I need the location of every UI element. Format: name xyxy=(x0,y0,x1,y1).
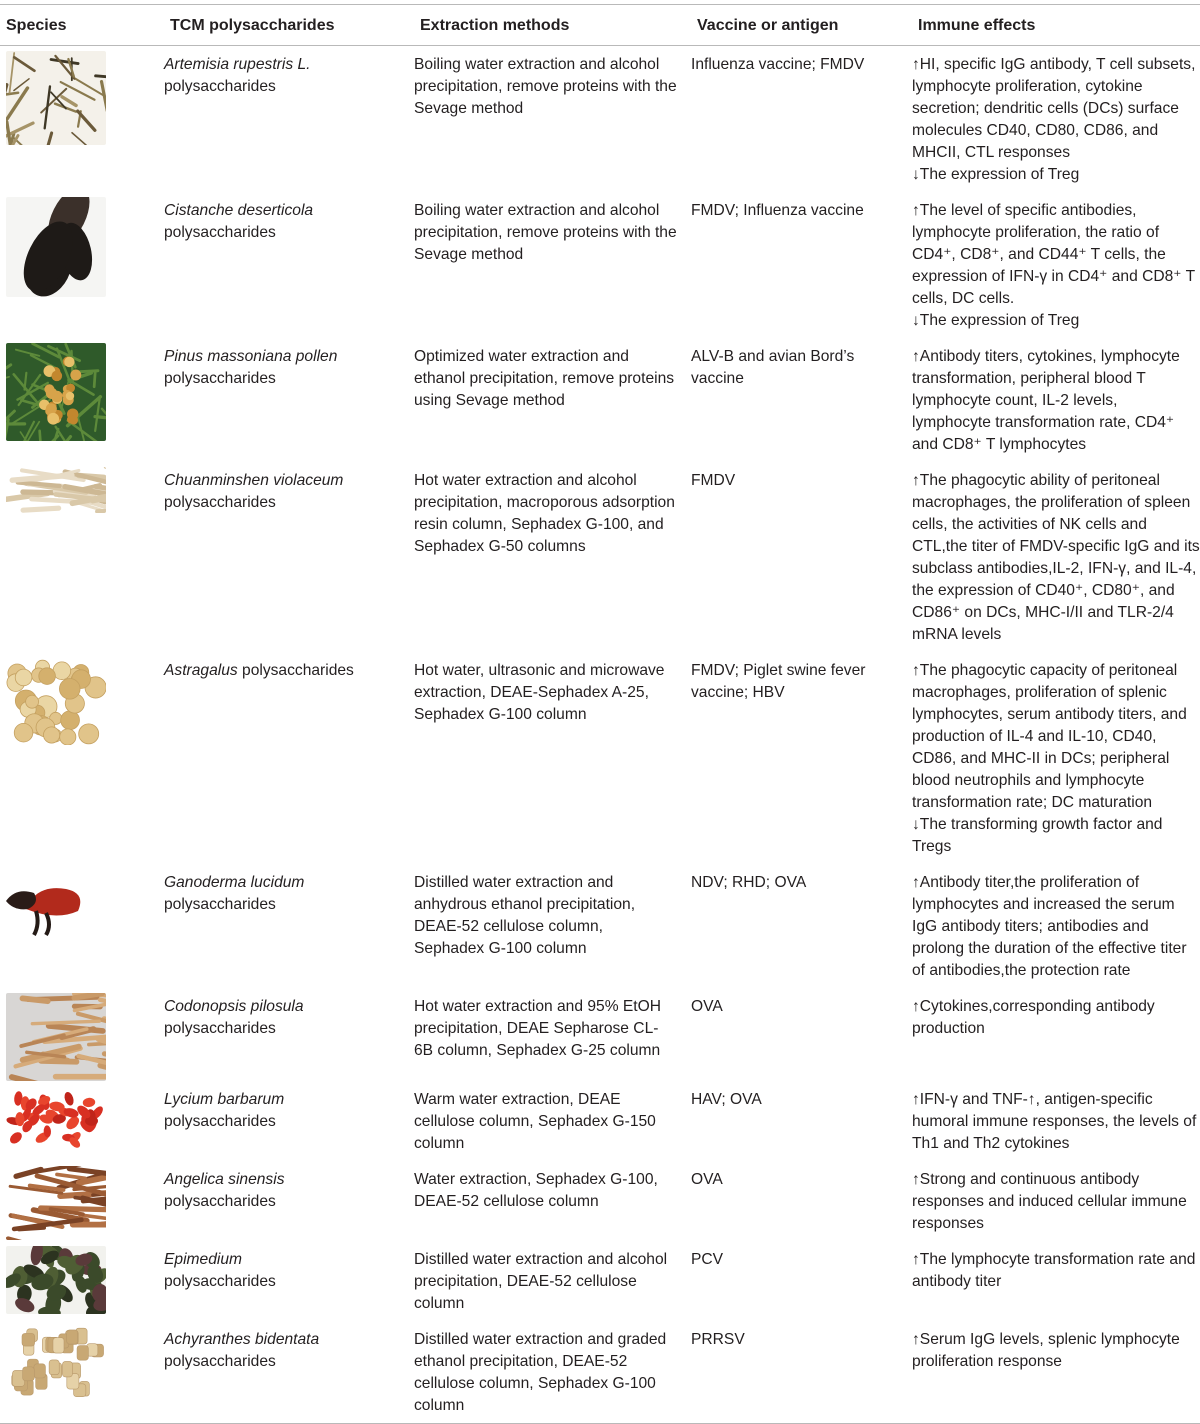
species-cell xyxy=(0,1241,164,1321)
species-latin-name: Chuanminshen violaceum xyxy=(164,472,343,489)
tcm-name-cell xyxy=(164,864,414,988)
tcm-name-cell xyxy=(164,192,414,338)
immune-effects-cell xyxy=(912,1081,1200,1161)
extraction-cell: Warm water extraction, DEAE cellulose column, Sephadex G-150 column xyxy=(414,1081,691,1161)
species-latin-name: Codonopsis pilosula xyxy=(164,998,304,1015)
vaccine-cell: PRRSV xyxy=(691,1321,912,1424)
polysaccharide-label: polysaccharides xyxy=(164,1111,414,1133)
immune-effects-cell xyxy=(912,462,1200,652)
polysaccharide-label: polysaccharides xyxy=(164,368,414,390)
vaccine-cell: FMDV; Piglet swine fever vaccine; HBV xyxy=(691,652,912,864)
epimedium-leaves-image xyxy=(6,1246,106,1314)
immune-effect-line: ↑Antibody titers, cytokines, lymphocyte transformation, peripheral blood T lymphocyte count, IL-2 levels, lymphocyte transformation rate, CD4⁺ and CD8⁺ T lymphocytes xyxy=(912,346,1200,456)
header-extraction: Extraction methods xyxy=(414,5,691,46)
header-vaccine: Vaccine or antigen xyxy=(691,5,912,46)
tcm-name-cell xyxy=(164,462,414,652)
table-row xyxy=(0,652,1200,864)
table-row xyxy=(0,1241,1200,1321)
header-species: Species xyxy=(0,5,164,46)
tcm-name-cell xyxy=(164,338,414,462)
extraction-cell: Distilled water extraction and graded ethanol precipitation, DEAE-52 cellulose column, Sephadex G-100 column xyxy=(414,1321,691,1424)
species-cell xyxy=(0,338,164,462)
immune-effects-cell xyxy=(912,1241,1200,1321)
cistanche-dried-slices-image xyxy=(6,197,106,297)
polysaccharide-label: polysaccharides xyxy=(164,76,414,98)
table-row xyxy=(0,338,1200,462)
immune-effect-line: ↑Strong and continuous antibody responses and induced cellular immune responses xyxy=(912,1169,1200,1235)
polysaccharide-label: polysaccharides xyxy=(164,894,414,916)
species-latin-name: Lycium barbarum xyxy=(164,1091,284,1108)
immune-effects-cell xyxy=(912,1321,1200,1424)
immune-effect-line: ↓The expression of Treg xyxy=(912,164,1200,186)
immune-effects-cell xyxy=(912,652,1200,864)
table-row xyxy=(0,864,1200,988)
species-latin-name: Astragalus xyxy=(164,662,238,679)
tcm-name-cell xyxy=(164,652,414,864)
species-latin-name: Pinus massoniana pollen xyxy=(164,348,337,365)
immune-effects-cell xyxy=(912,46,1200,193)
header-effects: Immune effects xyxy=(912,5,1200,46)
table-row xyxy=(0,988,1200,1081)
immune-effects-cell xyxy=(912,864,1200,988)
species-cell xyxy=(0,1161,164,1241)
vaccine-cell: ALV-B and avian Bord’s vaccine xyxy=(691,338,912,462)
species-cell xyxy=(0,46,164,193)
immune-effect-line: ↑Antibody titer,the proliferation of lymphocytes and increased the serum IgG antibody titers; antibodies and prolong the duration of the effective titer of antibodies,the protection rate xyxy=(912,872,1200,982)
polysaccharide-label: polysaccharides xyxy=(238,662,354,679)
species-latin-name: Angelica sinensis xyxy=(164,1171,285,1188)
species-latin-name: Epimedium xyxy=(164,1251,242,1268)
header-tcm: TCM polysaccharides xyxy=(164,5,414,46)
polysaccharide-label: polysaccharides xyxy=(164,492,414,514)
table-row xyxy=(0,1321,1200,1424)
immune-effects-cell xyxy=(912,988,1200,1081)
tcm-name-cell xyxy=(164,1241,414,1321)
pine-pollen-cones-image xyxy=(6,343,106,441)
vaccine-cell: NDV; RHD; OVA xyxy=(691,864,912,988)
extraction-cell: Hot water extraction and alcohol precipitation, macroporous adsorption resin column, Sephadex G-100, and Sephadex G-50 columns xyxy=(414,462,691,652)
extraction-cell: Optimized water extraction and ethanol precipitation, remove proteins using Sevage method xyxy=(414,338,691,462)
immune-effect-line: ↑The level of specific antibodies, lymphocyte proliferation, the ratio of CD4⁺, CD8⁺, and CD44⁺ T cells, the expression of IFN-γ in CD4⁺ and CD8⁺ T cells, DC cells. xyxy=(912,200,1200,310)
goji-berries-image xyxy=(6,1086,106,1152)
immune-effects-cell xyxy=(912,338,1200,462)
vaccine-cell: OVA xyxy=(691,1161,912,1241)
table-row xyxy=(0,462,1200,652)
immune-effects-cell xyxy=(912,192,1200,338)
ganoderma-mushroom-image xyxy=(6,869,106,937)
tcm-name-cell xyxy=(164,1161,414,1241)
astragalus-root-slices-image xyxy=(6,657,106,745)
species-cell xyxy=(0,192,164,338)
tcm-name-cell xyxy=(164,46,414,193)
species-cell xyxy=(0,462,164,652)
extraction-cell: Boiling water extraction and alcohol precipitation, remove proteins with the Sevage method xyxy=(414,46,691,193)
polysaccharide-label: polysaccharides xyxy=(164,1018,414,1040)
extraction-cell: Hot water extraction and 95% EtOH precipitation, DEAE Sepharose CL-6B column, Sephadex G-25 column xyxy=(414,988,691,1081)
immune-effect-line: ↑IFN-γ and TNF-↑, antigen-specific humoral immune responses, the levels of Th1 and Th2 cytokines xyxy=(912,1089,1200,1155)
immune-effect-line: ↑The phagocytic capacity of peritoneal macrophages, proliferation of splenic lymphocytes, serum antibody titers, and production of IL-4 and IL-10, CD40, CD86, and MHC-II in DCs; peripheral blood neutrophils and lymphocyte transformation rate; DC maturation xyxy=(912,660,1200,814)
immune-effect-line: ↓The transforming growth factor and Tregs xyxy=(912,814,1200,858)
vaccine-cell: Influenza vaccine; FMDV xyxy=(691,46,912,193)
extraction-cell: Distilled water extraction and anhydrous ethanol precipitation, DEAE-52 cellulose column, Sephadex G-100 column xyxy=(414,864,691,988)
vaccine-cell: FMDV xyxy=(691,462,912,652)
artemisia-dried-herb-image xyxy=(6,51,106,145)
immune-effects-cell xyxy=(912,1161,1200,1241)
vaccine-cell: PCV xyxy=(691,1241,912,1321)
species-latin-name: Achyranthes bidentata xyxy=(164,1331,319,1348)
polysaccharide-label: polysaccharides xyxy=(164,1351,414,1373)
header-row xyxy=(0,5,1200,46)
species-latin-name: Ganoderma lucidum xyxy=(164,874,304,891)
table-body xyxy=(0,46,1200,1424)
polysaccharide-label: polysaccharides xyxy=(164,1191,414,1213)
table-row xyxy=(0,192,1200,338)
immune-effect-line: ↑Cytokines,corresponding antibody production xyxy=(912,996,1200,1040)
species-cell xyxy=(0,1081,164,1161)
chuanminshen-roots-image xyxy=(6,467,106,513)
species-latin-name: Artemisia rupestris L. xyxy=(164,56,310,73)
immune-effect-line: ↑HI, specific IgG antibody, T cell subsets, lymphocyte proliferation, cytokine secretion; dendritic cells (DCs) surface molecules CD40, CD80, CD86, and MHCII, CTL responses xyxy=(912,54,1200,164)
extraction-cell: Boiling water extraction and alcohol precipitation, remove proteins with the Sevage method xyxy=(414,192,691,338)
vaccine-cell: OVA xyxy=(691,988,912,1081)
table-row xyxy=(0,1161,1200,1241)
vaccine-cell: FMDV; Influenza vaccine xyxy=(691,192,912,338)
species-latin-name: Cistanche deserticola xyxy=(164,202,313,219)
immune-effect-line: ↑The phagocytic ability of peritoneal macrophages, the proliferation of spleen cells, the activities of NK cells and CTL,the titer of FMDV-specific IgG and its subclass antibodies,IL-2, IFN-γ, and IL-4, the expression of CD40⁺, CD80⁺, and CD86⁺ on DCs, MHC-I/II and TLR-2/4 mRNA levels xyxy=(912,470,1200,646)
table-row xyxy=(0,1081,1200,1161)
species-cell xyxy=(0,864,164,988)
polysaccharide-label: polysaccharides xyxy=(164,1271,414,1293)
extraction-cell: Water extraction, Sephadex G-100, DEAE-52 cellulose column xyxy=(414,1161,691,1241)
immune-effect-line: ↓The expression of Treg xyxy=(912,310,1200,332)
polysaccharide-table xyxy=(0,4,1200,1424)
polysaccharide-label: polysaccharides xyxy=(164,222,414,244)
codonopsis-roots-image xyxy=(6,993,106,1081)
achyranthes-root-pieces-image xyxy=(6,1326,106,1400)
angelica-roots-image xyxy=(6,1166,106,1240)
species-cell xyxy=(0,652,164,864)
species-cell xyxy=(0,988,164,1081)
tcm-name-cell xyxy=(164,1321,414,1424)
extraction-cell: Hot water, ultrasonic and microwave extraction, DEAE-Sephadex A-25, Sephadex G-100 column xyxy=(414,652,691,864)
immune-effect-line: ↑Serum IgG levels, splenic lymphocyte proliferation response xyxy=(912,1329,1200,1373)
tcm-name-cell xyxy=(164,1081,414,1161)
vaccine-cell: HAV; OVA xyxy=(691,1081,912,1161)
immune-effect-line: ↑The lymphocyte transformation rate and antibody titer xyxy=(912,1249,1200,1293)
species-cell xyxy=(0,1321,164,1424)
extraction-cell: Distilled water extraction and alcohol precipitation, DEAE-52 cellulose column xyxy=(414,1241,691,1321)
tcm-name-cell xyxy=(164,988,414,1081)
table-row xyxy=(0,46,1200,193)
